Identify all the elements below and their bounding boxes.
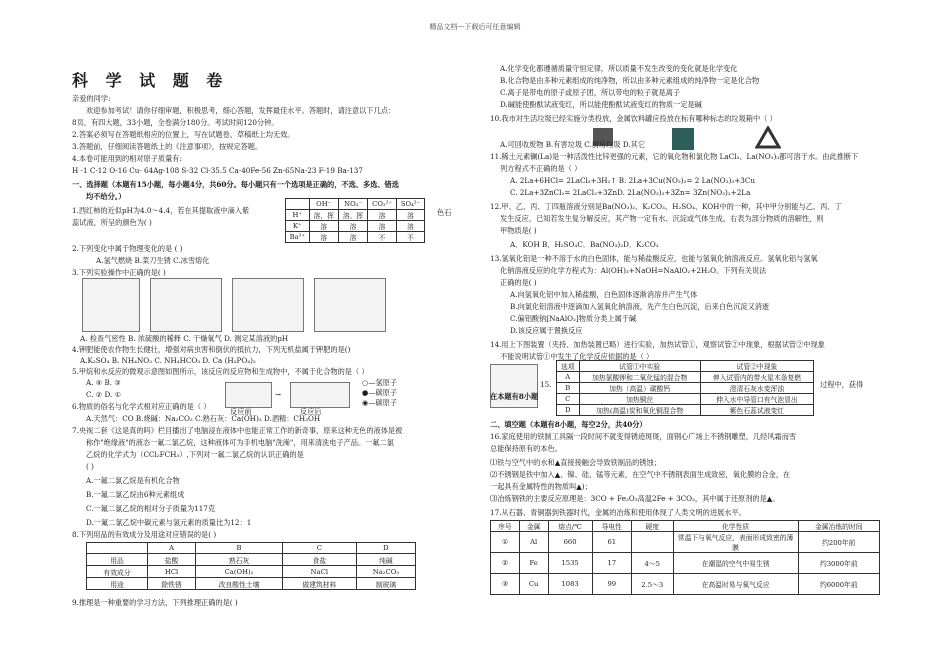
- question: 14.用上下图装置（夹持、加热装置已略）进行实验，加热试管①，观察试管②中现象，根据试管②中现象: [490, 340, 825, 349]
- option: A.一氟二氯乙烷是有机化合物: [86, 476, 180, 485]
- options: A.K₂SO₄ B. NH₄NO₃ C. NH₄HCO₃ D. Ca (H₂PO₄)₂: [80, 356, 256, 365]
- table-header-row: [557, 361, 814, 372]
- question: 1.西红柿的近似pH为4.0～4.4，若在其提取液中滴入紫: [72, 206, 250, 215]
- question: 4.钾肥能使农作物生长健壮，增强对病虫害和倒伏的抵抗力，下列无机盐属于钾肥的是(): [72, 345, 351, 354]
- table-cell: 不: [396, 232, 424, 243]
- table-header-cell: SO₄²⁻: [396, 199, 424, 210]
- rule-line: 2.答案必须写在答题纸相应的位置上，写在试题卷、草稿纸上均无效。: [72, 130, 295, 139]
- question: 发生反应，已知若发生复分解反应，其产物一定有水、沉淀或气体生成，右表为部分物质的溶解性，则: [500, 214, 824, 223]
- table-cell: 约200年前: [798, 532, 879, 553]
- table-cell: 加热氯酸钾和二氧化锰的混合物: [579, 372, 700, 383]
- option: D.一氟二氯乙烷中碳元素与氢元素的质量比为12：1: [86, 518, 252, 527]
- option: A.化学变化都遵循质量守恒定律，所以质量不发生改变的变化就是化学变化: [500, 64, 738, 73]
- table-cell: C: [557, 394, 580, 405]
- table-header-cell: 熔点/℃: [548, 521, 592, 532]
- table-cell: 溶、挥: [309, 210, 338, 221]
- table-header-cell: A: [148, 543, 196, 554]
- table-cell: ②: [491, 553, 520, 574]
- reaction-label: 反应前: [230, 407, 252, 416]
- question: 13.氢氧化铝是一种不溶于水的白色固体，能与稀盐酸反应，也能与氢氧化钠溶液反应。氢氧化铝与氢氧: [490, 254, 818, 263]
- table-cell: D: [557, 405, 580, 416]
- question-number: 15.: [540, 380, 552, 389]
- table-cell: 制玻璃: [356, 578, 415, 590]
- reaction-label: 反应后: [300, 407, 322, 416]
- table-header-cell: 化学性质: [673, 521, 798, 532]
- intro-line: 欢迎参加考试！请你仔细审题，积极思考，细心答题，发挥最佳水平。答题时，请注意以下几点：: [86, 106, 396, 115]
- experiment-image-a: [82, 278, 140, 332]
- table-cell: Al: [519, 532, 548, 553]
- table-cell: 99: [592, 574, 631, 595]
- question: 12.甲、乙、丙、丁四瓶溶液分别是Ba(NO₃)₂、K₂CO₃、H₂SO₄、KOH中的一种，其中甲分别能与乙、丙、丁: [490, 202, 842, 211]
- table-header-cell: [87, 543, 148, 554]
- table-row: [286, 210, 425, 221]
- table-cell: 溶: [338, 221, 367, 232]
- option: A. 2La+6HCl= 2LaCl₃+3H₂↑ B. 2La+3Cu(NO₃)₂= 2 La(NO₃)₃+3Cu: [510, 176, 755, 185]
- table-row: [87, 578, 416, 590]
- table-header-cell: 金属冶炼的时间: [798, 521, 879, 532]
- table-cell: 改良酸性土壤: [196, 578, 283, 590]
- table-cell: 做建筑材料: [282, 578, 356, 590]
- table-cell: 食盐: [282, 554, 356, 566]
- table-row: [557, 405, 814, 416]
- question: ⑶冶炼钢铁的主要反应原理是：3CO + Fe₂O₃高温2Fe + 3CO₂，其中属于还原剂的是▲。: [490, 494, 780, 503]
- option: C.一氟二氯乙烷的相对分子质量为117克: [86, 504, 216, 513]
- table-header-cell: OH⁻: [309, 199, 338, 210]
- question: 化钠溶液反应的化学方程式为：Al(OH)₃+NaOH=NaAlO₂+2H₂O。下列有关说法: [500, 266, 767, 275]
- table-cell: 61: [592, 532, 631, 553]
- experiment-table: [556, 360, 814, 416]
- table-cell: 伸入试管内的带火星木条复燃: [700, 372, 813, 383]
- metal-table: [490, 520, 880, 595]
- table-cell: 在潮湿的空气中易生锈: [673, 553, 798, 574]
- option: C.偏铝酸钠[NaAlO₂]物质分类上属于碱: [510, 314, 637, 323]
- option: B.一氟二氯乙烷由6种元素组成: [86, 490, 185, 499]
- table-cell: ①: [491, 532, 520, 553]
- question: 11.稀土元素镧(La)是一种活泼性比锌更强的元素，它的氧化物和氯化物 LaCl₃、La(NO₃)₃都可溶于水。由此推断下: [490, 152, 859, 161]
- usage-table: [86, 542, 416, 590]
- table-cell: [631, 532, 673, 553]
- options: A.天然气：CO B.烧碱：Na₂CO₃ C.熟石灰：Ca(OH)₂ D.酒精：CH₃OH: [86, 414, 321, 423]
- question: 7.央视二套《这是真的吗》栏目播出了电脑浸在液体中也能正常工作的新奇事，原来这种无色的液体是被: [72, 426, 403, 435]
- table-header-cell: [286, 199, 310, 210]
- table-cell: 1535: [548, 553, 592, 574]
- question: 一起具有金属特性的物质叫▲)；: [490, 482, 592, 491]
- table-header-row: [286, 199, 425, 210]
- question: 16.家庭使用的铁制工具隔一段时间不就变得锈迹斑斑，面钢心广场上不锈钢雕塑，几经风霜而雪: [490, 432, 797, 441]
- rule-line: 3.答题前，仔细阅读答题纸上的《注意事项》，按规定答题。: [72, 142, 263, 151]
- table-cell: Na₂CO₃: [356, 566, 415, 578]
- question: 17.从石器、青铜器到铁器时代，金属的冶炼和使用体现了人类文明的进展水平。: [490, 508, 746, 517]
- table-row: [557, 383, 814, 394]
- question: 5.甲烷和水反应的微观示意图如图所示，该反应的反应物和生成物中，不属于化合物的是（ ）: [72, 367, 369, 376]
- greeting: 亲爱的同学:: [72, 94, 111, 103]
- table-header-cell: 硬度: [631, 521, 673, 532]
- options: A.可回收废物 B.有害垃圾 C.厨房垃圾 D.其它: [500, 140, 646, 149]
- table-header-cell: 试管①中实验: [579, 361, 700, 372]
- table-header-cell: NO₃⁻: [338, 199, 367, 210]
- apparatus-image: [490, 364, 538, 408]
- table-cell: 加热(高温)炭和氧化铜混合物: [579, 405, 700, 416]
- option: A.向氢氧化铝中加入稀盐酸，白色固体逐渐消溶并产生气体: [510, 290, 698, 299]
- table-header-cell: B: [196, 543, 283, 554]
- table-header-cell: 试管②中现象: [700, 361, 813, 372]
- question: 8.下列用品的有效成分及用途对应错误的是( ): [72, 530, 217, 539]
- table-cell: 1083: [548, 574, 592, 595]
- option: D.该反应属于置换反应: [510, 326, 583, 335]
- table-cell: 约3000年前: [798, 553, 879, 574]
- table-cell: 溶: [396, 210, 424, 221]
- question: 乙烷的化学式为（CCl₂FCH₃）,下列对一氟二氯乙烷的认识正确的是: [86, 450, 304, 459]
- question: 6.物质的俗名与化学式相对应正确的是（ ）: [72, 402, 211, 411]
- table-row: [491, 532, 880, 553]
- table-header-cell: 选项: [557, 361, 580, 372]
- table-cell: 用途: [87, 578, 148, 590]
- recycle-icon: [755, 126, 781, 150]
- table-row: [557, 394, 814, 405]
- table-cell: Ba²⁺: [286, 232, 310, 243]
- question: 2.下列变化中属于物理变化的是 ( ): [72, 244, 183, 253]
- page-header: 精品文档---下载后可任意编辑: [429, 23, 521, 31]
- question: 称作"绝缘液"的液态一氟二氯乙烷，这种液体可为手机电脑"洗澡"，用来清洗电子产品。一氟二氯: [86, 438, 394, 447]
- section-heading: 均不给分。）: [86, 192, 126, 201]
- table-cell: 溶: [396, 221, 424, 232]
- table-cell: 紫色石蕊试液变红: [700, 405, 813, 416]
- legend-item: ○—氢原子: [362, 378, 398, 387]
- table-cell: B: [557, 383, 580, 394]
- table-cell: 不: [368, 232, 397, 243]
- reaction-after-image: [290, 382, 350, 408]
- table-row: [87, 566, 416, 578]
- options: A. 检查气密性 B. 浓硫酸的稀释 C. 干燥氧气 D. 测定某溶液的pH: [80, 334, 289, 343]
- legend-item: ◉—碳原子: [362, 398, 398, 407]
- table-cell: 澄清石灰水变浑浊: [700, 383, 813, 394]
- options: A. ④ B. ③: [86, 378, 121, 387]
- table-header-cell: CO₃²⁻: [368, 199, 397, 210]
- table-cell: Fe: [519, 553, 548, 574]
- table-cell: Ca(OH)₂: [196, 566, 283, 578]
- question: 10.我市对生活垃圾已经实施分类投放，金属饮料罐应投放在标有哪种标志的垃圾箱中（ ）: [490, 114, 777, 123]
- question: ⑴铁与空气中的水和▲直接接触会导致铁制品的锈蚀；: [490, 458, 661, 467]
- table-header-cell: C: [282, 543, 356, 554]
- options: A．KOH B．H₂SO₄C．Ba(NO₃)₂D．K₂CO₃: [510, 240, 659, 249]
- table-cell: 除铁锈: [148, 578, 196, 590]
- table-cell: 4～5: [631, 553, 673, 574]
- table-cell: 盐酸: [148, 554, 196, 566]
- table-header-row: [491, 521, 880, 532]
- section-fragment: 在本题有8小题: [490, 392, 539, 401]
- option: B.化合物是由多种元素组成的纯净物，所以由多种元素组成的纯净物一定是化合物: [500, 76, 760, 85]
- question: 不能说明试管①中发生了化学反应依据的是（ ）: [500, 352, 654, 361]
- page-title: 科 学 试 题 卷: [72, 71, 229, 90]
- section-heading: 二、填空题（本题有8小题，每空2分，共40分）: [490, 420, 647, 429]
- question: ( ): [86, 462, 94, 471]
- question: 色石: [437, 208, 452, 217]
- arrow-icon: →: [275, 390, 282, 399]
- table-cell: HCl: [148, 566, 196, 578]
- experiment-image-c: [232, 278, 304, 332]
- table-cell: 加热（高温）碳酸钙: [579, 383, 700, 394]
- rule-line: 4.本卷可能用到的相对原子质量有:: [72, 154, 182, 163]
- table-cell: 溶: [338, 232, 367, 243]
- table-header-cell: 导电性: [592, 521, 631, 532]
- table-row: [491, 574, 880, 595]
- table-cell: 熟石灰: [196, 554, 283, 566]
- table-row: [87, 554, 416, 566]
- option: C.离子是带电的原子或原子团，所以带电的粒子就是离子: [500, 88, 681, 97]
- table-cell: ③: [491, 574, 520, 595]
- question: ⑵不锈钢是铁中加入▲、镍、硅、锰等元素，在空气中不锈钢表面生成致密，氧化膜的合金，在: [490, 470, 791, 479]
- option: B.向氯化铝溶液中逐滴加入氢氧化钠溶液，先产生白色沉淀，后来白色沉淀又消逝: [510, 302, 770, 311]
- table-header-cell: 序号: [491, 521, 520, 532]
- table-cell: H⁺: [286, 210, 310, 221]
- table-cell: 17: [592, 553, 631, 574]
- table-cell: 伸入水中导管口有气泡冒出: [700, 394, 813, 405]
- table-header-row: [87, 543, 416, 554]
- section-heading: 一、选择题（本题有15小题，每小题4分，共60分。每小题只有一个选项是正确的，不选、多选、错选: [72, 180, 399, 189]
- table-cell: 溶: [309, 232, 338, 243]
- question: 列方程式不正确的是（ ）: [500, 164, 582, 173]
- question: 9.推理是一种重要的学习方法，下列推理正确的是( ): [72, 598, 238, 607]
- question-fragment: 过程中，获得: [820, 380, 864, 389]
- option: D.碱能使酚酞试液变红，所以能使酚酞试液变红的物质一定是碱: [500, 100, 702, 109]
- table-cell: 溶: [368, 210, 397, 221]
- table-cell: 溶: [368, 221, 397, 232]
- table-cell: K⁺: [286, 221, 310, 232]
- atomic-masses: H -1 C-12 O-16 Cu- 64Ag-108 S-32 Cl-35.5 Ca-40Fe-56 Zn-65Na-23 F-19 Ba-137: [72, 166, 363, 175]
- table-cell: 常温下与氧气反应，表面形成致密的薄膜: [673, 532, 798, 553]
- table-cell: 用品: [87, 554, 148, 566]
- table-cell: 约6000年前: [798, 574, 879, 595]
- table-row: [557, 372, 814, 383]
- options: C. ② D. ①: [86, 390, 122, 399]
- table-row: [286, 232, 425, 243]
- table-row: [491, 553, 880, 574]
- table-cell: A: [557, 372, 580, 383]
- question: 甲物质是( ): [500, 226, 537, 235]
- table-row: [286, 221, 425, 232]
- question: 正确的是( ): [500, 278, 537, 287]
- table-cell: 溶、挥: [338, 210, 367, 221]
- question: 蕊试液，所呈的颜色为( ): [72, 218, 152, 227]
- table-cell: 660: [548, 532, 592, 553]
- question: 3.下列实验操作中正确的是( ): [72, 268, 166, 277]
- options: A.氢气燃烧 B.菜刀生锈 C.冰雪熔化: [96, 256, 210, 265]
- table-header-cell: 金属: [519, 521, 548, 532]
- table-cell: 加热铜丝: [579, 394, 700, 405]
- question: 总能保持原有的本色。: [490, 444, 562, 453]
- table-header-cell: D: [356, 543, 415, 554]
- table-cell: Cu: [519, 574, 548, 595]
- table-cell: 2.5～3: [631, 574, 673, 595]
- experiment-image-b: [150, 278, 222, 332]
- option: C. 2La+3ZnCl₂= 2LaCl₃+3ZnD. 2La(NO₃)₃+3Zn= 3Zn(NO₃)₂+2La: [510, 188, 751, 197]
- table-cell: 溶: [309, 221, 338, 232]
- reaction-before-image: [225, 382, 272, 408]
- table-cell: 纯碱: [356, 554, 415, 566]
- experiment-image-d: [314, 278, 386, 332]
- solubility-table: [285, 198, 425, 243]
- kitchen-waste-icon: [672, 128, 694, 150]
- table-cell: 有效成分: [87, 566, 148, 578]
- table-cell: NaCl: [282, 566, 356, 578]
- legend-item: ●—碳原子: [362, 388, 398, 397]
- intro-line: 8页，有四大题，33小题，全卷满分180分。考试时间120分钟。: [72, 118, 279, 127]
- table-cell: 在高温时易与氧气反应: [673, 574, 798, 595]
